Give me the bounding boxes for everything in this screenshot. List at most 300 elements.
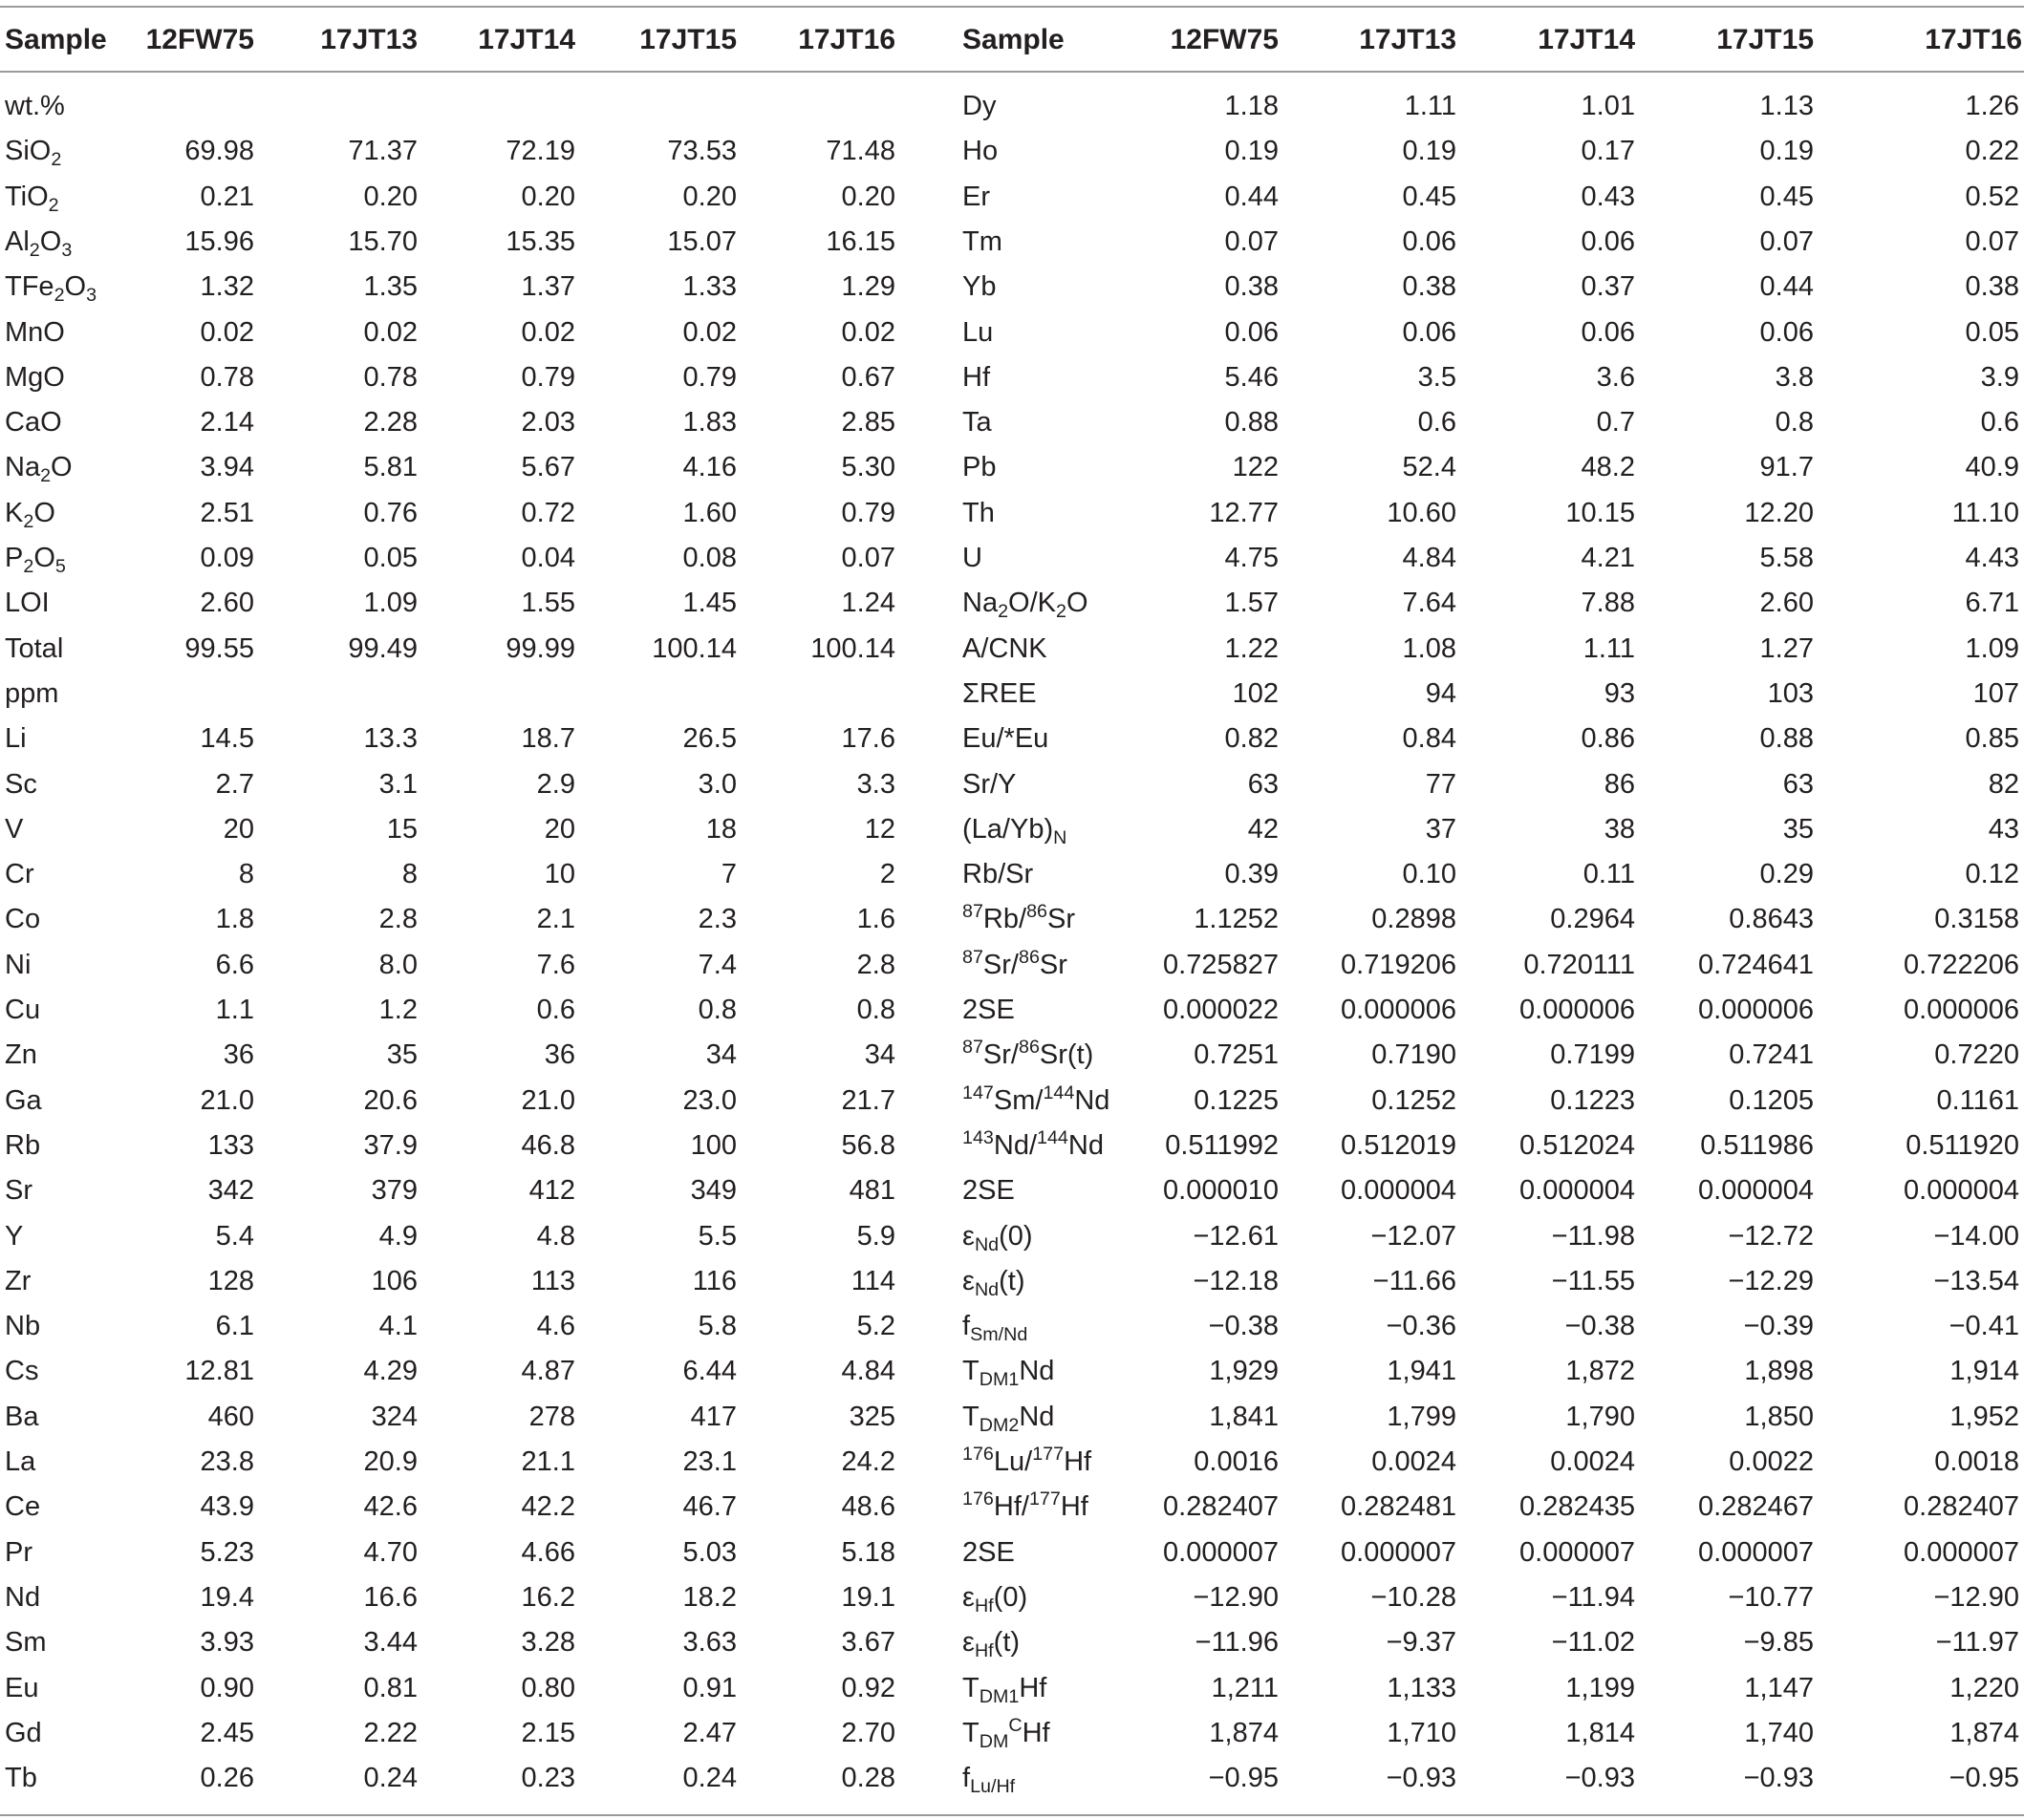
table-cell: 0.000006 (1904, 995, 2019, 1025)
row-label: Tb (5, 1763, 37, 1794)
row-label: $Na_2O$ (5, 452, 73, 487)
table-cell: 0.3158 (1934, 904, 2019, 935)
table-cell: 0.282407 (1904, 1491, 2019, 1523)
table-cell: 1,790 (1565, 1401, 1635, 1432)
table-cell: 20.9 (363, 1446, 418, 1477)
table-cell: 4.75 (1224, 543, 1279, 573)
row-label: $(La/Yb)_N$ (962, 813, 1067, 848)
row-label: Ta (962, 407, 992, 439)
table-cell: 48.6 (841, 1491, 895, 1523)
table-cell: 1,952 (1949, 1401, 2019, 1432)
table-cell: 91.7 (1759, 452, 1814, 483)
table-cell: 1.22 (1224, 632, 1279, 664)
row-label: Total (5, 632, 64, 664)
table-cell: 12.81 (184, 1356, 254, 1387)
row-label: Er (962, 181, 990, 212)
table-cell: 460 (207, 1401, 254, 1432)
table-cell: 128 (207, 1265, 254, 1296)
table-cell: 0.09 (200, 543, 254, 573)
table-cell: 2.15 (521, 1717, 575, 1748)
table-cell: 0.79 (841, 497, 895, 528)
table-cell: 0.512019 (1341, 1129, 1456, 1161)
table-cell: 1.57 (1224, 588, 1279, 619)
table-cell: 0.6 (536, 995, 575, 1025)
table-cell: 0.000022 (1163, 995, 1279, 1025)
table-cell: 1.1 (215, 995, 254, 1025)
table-cell: 0.02 (363, 316, 418, 348)
table-cell: 0.000007 (1163, 1536, 1279, 1568)
table-row (0, 310, 2024, 355)
table-cell: 116 (692, 1265, 737, 1296)
table-cell: 1,220 (1949, 1672, 2019, 1703)
table-cell: 43.9 (200, 1491, 254, 1523)
table-cell: 18.7 (521, 723, 575, 755)
table-cell: 1.27 (1759, 632, 1814, 664)
table-cell: 7.4 (698, 949, 737, 980)
header-col: 12FW75 (145, 24, 254, 55)
table-cell: 278 (528, 1401, 575, 1432)
table-cell: 0.511920 (1906, 1129, 2019, 1161)
table-row (0, 627, 2024, 672)
table-cell: 23.0 (682, 1084, 737, 1116)
table-cell: 0.84 (1402, 723, 1456, 755)
table-cell: 103 (1767, 677, 1814, 709)
table-cell: 0.44 (1759, 271, 1814, 303)
table-cell: 0.512024 (1519, 1129, 1635, 1161)
row-label: Ga (5, 1084, 42, 1116)
table-cell: 4.9 (378, 1220, 418, 1252)
table-cell: 0.79 (682, 361, 737, 393)
row-label: $^{176}$Lu/$^{177}$Hf (962, 1444, 1092, 1477)
table-cell: 0.22 (1965, 136, 2019, 167)
table-cell: 94 (1425, 677, 1456, 709)
table-cell: 0.02 (682, 316, 737, 348)
table-cell: 0.000004 (1519, 1175, 1635, 1207)
table-cell: 0.02 (200, 316, 254, 348)
table-cell: 4.87 (521, 1356, 575, 1387)
row-label: Co (5, 904, 41, 935)
table-cell: 34 (705, 1039, 737, 1071)
table-cell: 5.9 (856, 1220, 895, 1252)
row-label: Gd (5, 1717, 42, 1748)
header-rule (0, 71, 2024, 73)
table-cell: 0.37 (1581, 271, 1635, 303)
row-label: $Al_2O_3$ (5, 225, 73, 261)
table-cell: −11.02 (1551, 1627, 1635, 1659)
table-cell: 2.28 (363, 407, 418, 439)
row-label: $\varepsilon_{Nd}(t)$ (962, 1265, 1025, 1300)
table-cell: 0.02 (521, 316, 575, 348)
table-cell: −10.28 (1370, 1581, 1456, 1613)
table-cell: 1.09 (363, 588, 418, 619)
table-cell: 0.06 (1581, 225, 1635, 257)
table-row (0, 762, 2024, 807)
table-cell: 0.8 (856, 995, 895, 1025)
row-label: Pr (5, 1536, 32, 1568)
table-cell: 1,199 (1565, 1672, 1635, 1703)
table-cell: 106 (371, 1265, 418, 1296)
table-cell: 0.12 (1965, 859, 2019, 890)
table-cell: −0.93 (1386, 1763, 1456, 1794)
table-row (0, 400, 2024, 445)
table-cell: 100.14 (810, 632, 895, 664)
row-label: Li (5, 723, 27, 755)
row-label: $K_2O$ (5, 497, 55, 532)
row-label: SiO$_2$ (5, 136, 62, 171)
table-row (0, 1485, 2024, 1530)
row-label: Eu (5, 1672, 39, 1703)
table-cell: 1.37 (521, 271, 575, 303)
header-sample: Sample (5, 24, 107, 55)
table-cell: 0.23 (521, 1763, 575, 1794)
table-cell: 5.23 (200, 1536, 254, 1568)
table-cell: 0.20 (682, 181, 737, 212)
table-cell: 0.000007 (1698, 1536, 1814, 1568)
table-cell: −0.95 (1208, 1763, 1279, 1794)
row-label: Nb (5, 1311, 41, 1342)
table-cell: 481 (849, 1175, 895, 1207)
table-cell: −12.18 (1193, 1265, 1279, 1296)
table-cell: 82 (1988, 768, 2019, 800)
table-cell: 0.0024 (1550, 1446, 1635, 1477)
table-cell: 0.81 (363, 1672, 418, 1703)
row-label: $^{147}$Sm/$^{144}$Nd (962, 1081, 1110, 1116)
table-cell: 0.82 (1224, 723, 1279, 755)
table-cell: 1.18 (1224, 91, 1279, 121)
table-cell: 5.03 (682, 1536, 737, 1568)
table-cell: 35 (386, 1039, 418, 1071)
table-row (0, 1259, 2024, 1304)
row-label: Y (5, 1220, 24, 1252)
table-cell: 0.19 (1402, 136, 1456, 167)
table-cell: 19.1 (841, 1581, 895, 1613)
table-cell: 5.5 (698, 1220, 737, 1252)
table-cell: 24.2 (841, 1446, 895, 1477)
table-cell: 5.8 (698, 1311, 737, 1342)
table-cell: 4.66 (521, 1536, 575, 1568)
table-cell: 3.94 (200, 452, 254, 483)
header-col: 17JT13 (1359, 24, 1456, 55)
row-label: Sr (5, 1175, 32, 1207)
table-cell: 0.88 (1759, 723, 1814, 755)
table-cell: 0.000006 (1341, 995, 1456, 1025)
table-cell: 0.72 (521, 497, 575, 528)
table-cell: 1,914 (1949, 1356, 2019, 1387)
table-cell: 0.86 (1581, 723, 1635, 755)
table-cell: 0.282407 (1163, 1491, 1279, 1523)
table-cell: 0.0018 (1934, 1446, 2019, 1477)
table-cell: 0.8 (698, 995, 737, 1025)
table-cell: 1.01 (1581, 91, 1635, 121)
row-label: LOI (5, 588, 50, 619)
table-cell: 2.70 (841, 1717, 895, 1748)
table-cell: 5.46 (1224, 361, 1279, 393)
table-cell: −10.77 (1728, 1581, 1814, 1613)
table-cell: 1.26 (1965, 91, 2019, 121)
row-label: Sm (5, 1627, 47, 1659)
table-cell: 0.20 (841, 181, 895, 212)
table-cell: 7 (721, 859, 737, 890)
table-cell: 0.52 (1965, 181, 2019, 212)
table-cell: 1.45 (682, 588, 737, 619)
table-cell: 0.06 (1224, 316, 1279, 348)
table-cell: 0.26 (200, 1763, 254, 1794)
table-cell: 3.67 (841, 1627, 895, 1659)
table-cell: 0.6 (1980, 407, 2019, 439)
table-cell: 99.55 (184, 632, 254, 664)
table-cell: −0.41 (1949, 1311, 2019, 1342)
table-cell: 0.7199 (1550, 1039, 1635, 1071)
row-label: $\varepsilon_{Hf}(0)$ (962, 1581, 1028, 1617)
table-cell: 349 (690, 1175, 737, 1207)
table-cell: 2.3 (698, 904, 737, 935)
row-label: Zn (5, 1039, 37, 1071)
table-cell: 0.10 (1402, 859, 1456, 890)
table-cell: 0.725827 (1163, 949, 1279, 980)
table-cell: 0.78 (200, 361, 254, 393)
table-cell: 1,740 (1744, 1717, 1814, 1748)
table-cell: 73.53 (667, 136, 737, 167)
table-cell: 0.1161 (1936, 1084, 2019, 1116)
table-cell: 0.06 (1402, 316, 1456, 348)
table-cell: 18 (705, 813, 737, 845)
table-cell: −0.95 (1949, 1763, 2019, 1794)
table-cell: 0.07 (841, 543, 895, 573)
table-cell: 15.07 (667, 225, 737, 257)
table-cell: 10.60 (1387, 497, 1456, 528)
table-cell: 0.724641 (1698, 949, 1814, 980)
table-cell: −9.37 (1386, 1627, 1456, 1659)
table-cell: 21.1 (521, 1446, 575, 1477)
table-row (0, 1575, 2024, 1620)
table-cell: 1.8 (215, 904, 254, 935)
table-cell: 7.6 (536, 949, 575, 980)
table-cell: 0.06 (1402, 225, 1456, 257)
table-cell: 7.88 (1581, 588, 1635, 619)
table-cell: 42.6 (363, 1491, 418, 1523)
table-cell: 46.8 (521, 1129, 575, 1161)
table-cell: 1.29 (841, 271, 895, 303)
table-cell: −14.00 (1933, 1220, 2019, 1252)
table-row (0, 988, 2024, 1033)
row-label: CaO (5, 407, 62, 439)
row-label: Cs (5, 1356, 39, 1387)
table-cell: 0.719206 (1341, 949, 1456, 980)
table-cell: 1.13 (1759, 91, 1814, 121)
table-row (0, 1124, 2024, 1168)
table-cell: 46.7 (682, 1491, 737, 1523)
table-cell: 4.84 (841, 1356, 895, 1387)
table-cell: 0.000004 (1904, 1175, 2019, 1207)
table-cell: 1,211 (1211, 1672, 1279, 1703)
table-cell: 100.14 (652, 632, 737, 664)
table-cell: 3.63 (682, 1627, 737, 1659)
table-row (0, 581, 2024, 626)
row-label: Hf (962, 361, 990, 393)
table-cell: 3.9 (1980, 361, 2019, 393)
table-cell: 412 (528, 1175, 575, 1207)
table-cell: 0.511992 (1165, 1129, 1279, 1161)
table-cell: 0.90 (200, 1672, 254, 1703)
table-cell: 1.33 (682, 271, 737, 303)
row-label: Tm (962, 225, 1002, 257)
table-cell: 1,710 (1387, 1717, 1456, 1748)
header-col: 17JT15 (1716, 24, 1814, 55)
table-cell: 2.60 (1759, 588, 1814, 619)
table-cell: 100 (690, 1129, 737, 1161)
table-cell: 15.35 (506, 225, 575, 257)
table-cell: 16.6 (363, 1581, 418, 1613)
table-cell: 2.9 (536, 768, 575, 800)
table-cell: 0.08 (682, 543, 737, 573)
table-cell: 72.19 (506, 136, 575, 167)
table-cell: 99.99 (506, 632, 575, 664)
table-cell: 3.5 (1417, 361, 1456, 393)
row-label: $\varepsilon_{Hf}(t)$ (962, 1627, 1021, 1662)
table-cell: 40.9 (1965, 452, 2019, 483)
table-row (0, 672, 2024, 717)
table-cell: 4.1 (378, 1311, 418, 1342)
row-label: Sc (5, 768, 37, 800)
table-row (0, 807, 2024, 852)
row-label: $Na_2O/K_2O$ (962, 588, 1088, 623)
table-cell: 379 (371, 1175, 418, 1207)
table-row (0, 717, 2024, 761)
table-cell: 5.67 (521, 452, 575, 483)
row-label: Zr (5, 1265, 32, 1296)
bottom-rule (0, 1814, 2024, 1816)
table-cell: 37.9 (363, 1129, 418, 1161)
row-label: $^{143}$Nd/$^{144}$Nd (962, 1127, 1104, 1161)
table-cell: −0.38 (1564, 1311, 1635, 1342)
table-cell: 15 (386, 813, 418, 845)
table-cell: 0.511986 (1700, 1129, 1814, 1161)
table-cell: 0.24 (363, 1763, 418, 1794)
table-row (0, 1304, 2024, 1349)
table-cell: 0.67 (841, 361, 895, 393)
table-cell: −0.38 (1208, 1311, 1279, 1342)
table-cell: 15.96 (184, 225, 254, 257)
table-cell: 4.84 (1402, 543, 1456, 573)
table-cell: 6.1 (215, 1311, 254, 1342)
table-cell: 0.76 (363, 497, 418, 528)
table-cell: 0.000004 (1341, 1175, 1456, 1207)
table-cell: 0.24 (682, 1763, 737, 1794)
table-cell: −11.94 (1551, 1581, 1635, 1613)
table-cell: −0.93 (1564, 1763, 1635, 1794)
table-cell: 2.51 (200, 497, 254, 528)
table-cell: 0.1252 (1371, 1084, 1456, 1116)
table-cell: 0.722206 (1904, 949, 2019, 980)
table-cell: 2 (879, 859, 895, 890)
table-cell: 5.58 (1759, 543, 1814, 573)
table-cell: −11.66 (1372, 1265, 1456, 1296)
table-row (0, 220, 2024, 265)
table-cell: 35 (1782, 813, 1814, 845)
row-label: $^{87}$Sr/$^{86}$Sr (962, 946, 1067, 980)
table-cell: 71.48 (826, 136, 895, 167)
table-cell: 5.2 (856, 1311, 895, 1342)
table-cell: 0.38 (1224, 271, 1279, 303)
table-cell: 0.282467 (1698, 1491, 1814, 1523)
row-label: Ho (962, 136, 999, 167)
row-label: MnO (5, 316, 65, 348)
table-cell: 0.38 (1402, 271, 1456, 303)
table-cell: 0.07 (1965, 225, 2019, 257)
table-cell: 0.79 (521, 361, 575, 393)
table-cell: 1.2 (378, 995, 418, 1025)
table-cell: 5.18 (841, 1536, 895, 1568)
row-label: ppm (5, 677, 59, 709)
table-cell: −12.90 (1933, 1581, 2019, 1613)
header-col: 17JT16 (1925, 24, 2022, 55)
table-cell: 4.8 (536, 1220, 575, 1252)
table-cell: 4.21 (1581, 543, 1635, 573)
table-cell: 1,814 (1565, 1717, 1635, 1748)
table-cell: 0.17 (1581, 136, 1635, 167)
table-cell: 0.20 (521, 181, 575, 212)
table-cell: 5.81 (363, 452, 418, 483)
table-cell: −0.36 (1386, 1311, 1456, 1342)
table-cell: 0.7241 (1729, 1039, 1814, 1071)
table-row (0, 1214, 2024, 1259)
table-cell: 23.1 (682, 1446, 737, 1477)
table-cell: 63 (1782, 768, 1814, 800)
table-cell: 71.37 (348, 136, 418, 167)
row-label: Cr (5, 859, 34, 890)
table-cell: 0.2898 (1371, 904, 1456, 935)
table-cell: 38 (1604, 813, 1635, 845)
row-label: $T_{DM1}Nd$ (962, 1356, 1055, 1391)
table-cell: −0.93 (1743, 1763, 1814, 1794)
table-cell: 1,898 (1744, 1356, 1814, 1387)
table-cell: 1,841 (1209, 1401, 1279, 1432)
table-cell: 1.11 (1404, 91, 1456, 121)
table-cell: 0.38 (1965, 271, 2019, 303)
table-cell: 0.282435 (1519, 1491, 1635, 1523)
table-cell: 10 (544, 859, 575, 890)
table-cell: 23.8 (200, 1446, 254, 1477)
table-cell: 1,872 (1565, 1356, 1635, 1387)
header-col: 12FW75 (1170, 24, 1279, 55)
table-cell: 19.4 (200, 1581, 254, 1613)
table-cell: 18.2 (682, 1581, 737, 1613)
row-label: $^{87}$Rb/$^{86}$Sr (962, 901, 1075, 935)
table-cell: 0.07 (1759, 225, 1814, 257)
table-cell: 0.43 (1581, 181, 1635, 212)
table-cell: −11.98 (1551, 1220, 1635, 1252)
table-cell: 0.02 (841, 316, 895, 348)
table-cell: 0.80 (521, 1672, 575, 1703)
table-cell: 14.5 (200, 723, 254, 755)
table-cell: 0.19 (1224, 136, 1279, 167)
table-cell: 3.44 (363, 1627, 418, 1659)
table-cell: 0.1223 (1550, 1084, 1635, 1116)
table-row (0, 491, 2024, 536)
table-cell: 325 (849, 1401, 895, 1432)
row-label: A/CNK (962, 632, 1047, 664)
table-cell: 4.29 (363, 1356, 418, 1387)
row-label: Th (962, 497, 995, 528)
row-label: Ni (5, 949, 32, 980)
table-cell: 0.2964 (1550, 904, 1635, 935)
table-row (0, 265, 2024, 310)
table-cell: 3.0 (698, 768, 737, 800)
table-cell: 0.45 (1402, 181, 1456, 212)
table-cell: 0.05 (363, 543, 418, 573)
table-cell: 1.55 (521, 588, 575, 619)
table-cell: 2.8 (856, 949, 895, 980)
